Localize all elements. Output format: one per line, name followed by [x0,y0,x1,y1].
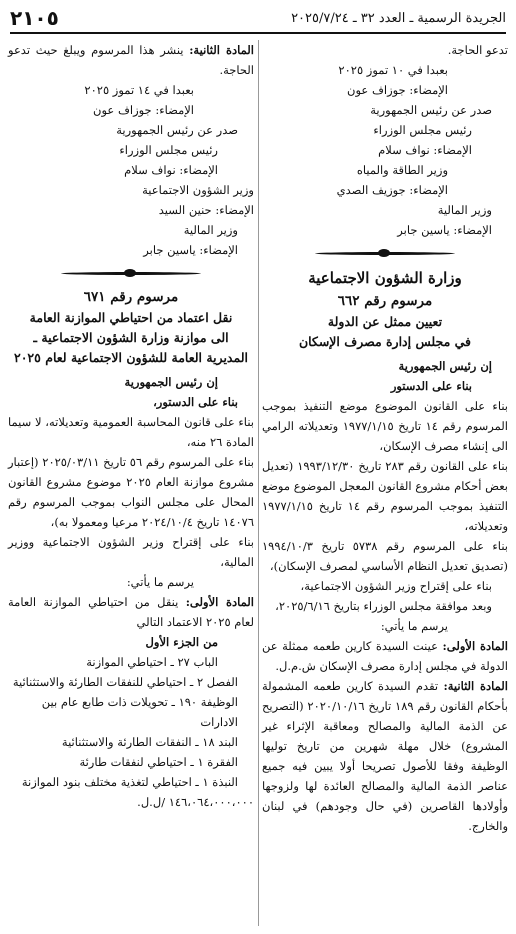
article-2-label: المادة الثانية: [443,679,508,693]
preamble-paragraph: بناء على إقتراح وزير الشؤون الاجتماعية ووزير المالية، [8,535,254,569]
preamble-paragraph: بناء على المرسوم رقم ٥٧٣٨ تاريخ ١٩٩٤/١٠/٣ (تصديق تعديل النظام الأساسي لمصرف الإسكان)، [262,539,508,573]
left-column [8,40,254,812]
left-article-1-label: المادة الأولى: [185,595,254,609]
preamble-paragraph: بناء على الدستور [390,379,472,393]
decree-number: مرسوم رقم ٦٧١ [83,289,179,305]
left-top-block [8,80,254,260]
signature-line: الإمضاء: نواف سلام [378,143,472,157]
decree-subject-line-1: تعيين ممثل عن الدولة [327,314,443,329]
signature-line: صدر عن رئيس الجمهورية [370,103,492,117]
article-1-text: عينت السيدة كارين طعمه ممثلة عن الدولة في مجلس إدارة مصرف الإسكان ش.م.ل. [262,639,508,673]
signature-line: الإمضاء: ياسين جابر [397,223,492,237]
budget-line: الباب ٢٧ ـ احتياطي الموازنة [86,655,218,669]
article-1 [262,636,508,676]
decree-number: مرسوم رقم ٦٦٢ [337,293,433,309]
preamble-paragraph: إن رئيس الجمهورية [124,375,218,389]
page-header [10,4,506,34]
budget-line: البند ١٨ ـ النفقات الطارئة والاستثنائية [61,735,238,749]
signature-line: الإمضاء: جوزاف عون [347,83,448,97]
right-top-block [262,40,508,240]
preamble-paragraph: يرسم ما يأتي: [380,619,448,633]
budget-line: الوظيفة ١٩٠ ـ تحويلات ذات طابع عام بين الادارات [41,695,238,729]
signature-line: الإمضاء: جوزيف الصدي [336,183,448,197]
section-separator [8,266,254,280]
budget-line: الفصل ٢ ـ احتياطي للنفقات الطارئة والاستثنائية [12,675,238,689]
signature-line: الإمضاء: حنين السيد [158,203,254,217]
article-2-text: تقدم السيدة كارين طعمه المشمولة بأحكام القانون رقم ١٨٩ تاريخ ٢٠٢٠/١٠/١٦ (التصريح عن الذمة المالية والمصالح ومعاقبة الإثراء غير المشروع) خلال مهلة شهرين من تاريخ توليها الوظيفة وفقا للأصول تصريحا أولا يبين فيه جميع عناصر الذمة المالية والمصالح العائدة لها ولزوجها وأولادها القاصرين (في حال وجودهم) في لبنان والخارج. [262,679,508,833]
budget-line: النبذة ١ ـ احتياطي لتغذية مختلف بنود الموازنة [21,775,238,789]
budget-line: الفقرة ١ ـ احتياطي لنفقات طارئة [79,755,238,769]
signature-line: وزير المالية [437,203,492,217]
signature-line: تدعو الحاجة. [447,43,508,57]
page-number: ٢١٠٥ [10,6,59,30]
preamble-paragraph: بناء على القانون الموضوع موضع التنفيذ بموجب المرسوم رقم ١٤ تاريخ ١٩٧٧/١/١٥ وتعديلاته الرامي الى إنشاء مصرف الإسكان، [262,399,508,453]
signature-line: الإمضاء: جوزاف عون [93,103,194,117]
preamble-paragraph: بناء على القانون رقم ٢٨٣ تاريخ ١٩٩٣/١٢/٣٠ (تعديل بعض أحكام مشروع القانون المعجل الموضوع موضع التنفيذ بموجب المرسوم رقم ١٤ تاريخ ١٩٧٧/١/١٥ وتعديلاته، [262,459,508,533]
left-article-1-text: ينقل من احتياطي الموازنة العامة لعام ٢٠٢٥ الاعتماد التالي [8,595,254,629]
column-divider [258,40,259,926]
left-body [8,372,254,592]
budget-line: ١٤٦،٠٦٤،٠٠٠،٠٠٠ /ل.ل. [137,795,254,809]
preamble-paragraph: بناء على الدستور، [153,395,238,409]
decree-subject-line-3: المديرية العامة للشؤون الاجتماعية لعام ٢٠٢٥ [14,350,248,365]
preamble-paragraph: بناء على إقتراح وزير الشؤون الاجتماعية، [300,579,492,593]
preamble-paragraph: وبعد موافقة مجلس الوزراء بتاريخ ٢٠٢٥/٦/١٦، [275,599,492,613]
signature-line: بعبدا في ١٠ تموز ٢٠٢٥ [338,63,448,77]
preamble-paragraph: بناء على قانون المحاسبة العمومية وتعديلاته، لا سيما المادة ٢٦ منه، [8,415,254,449]
signature-line: رئيس مجلس الوزراء [119,143,218,157]
left-article-2 [8,40,254,80]
signature-line: وزير الشؤون الاجتماعية [142,183,254,197]
article-2 [262,676,508,836]
left-article-2-label: المادة الثانية: [189,43,254,57]
left-article-2-text: ينشر هذا المرسوم ويبلغ حيث تدعو الحاجة. [8,43,254,77]
section-separator [262,246,508,260]
right-column [262,40,508,836]
decree-subject-line-1: نقل اعتماد من احتياطي الموازنة العامة [29,310,233,325]
signature-line: رئيس مجلس الوزراء [373,123,472,137]
ministry-heading: وزارة الشؤون الاجتماعية [308,269,462,287]
budget-items [8,632,254,812]
signature-line: الإمضاء: ياسين جابر [143,243,238,257]
signature-line: الإمضاء: نواف سلام [124,163,218,177]
left-article-1 [8,592,254,632]
signature-line: صدر عن رئيس الجمهورية [116,123,238,137]
budget-line: من الجزء الأول [145,635,218,649]
preamble-paragraph: بناء على المرسوم رقم ٥٦ تاريخ ٢٠٢٥/٠٣/١١ (إعتبار مشروع موازنة العام ٢٠٢٥ موضوع مشروع القانون المحال على مجلس النواب بموجب المرسوم رقم ١٤٠٧٦ تاريخ ٢٠٢٤/١٠/٤ مرعيا ومعمولا به)، [8,455,254,529]
decree-subject-line-2: الى موازنة وزارة الشؤون الاجتماعية ـ [33,330,229,345]
decree-subject-line-2: في مجلس إدارة مصرف الإسكان [298,334,472,349]
signature-line: وزير الطاقة والمياه [356,163,448,177]
preamble-paragraph: يرسم ما يأتي: [126,575,194,589]
article-1-label: المادة الأولى: [442,639,508,653]
signature-line: وزير المالية [183,223,238,237]
right-body [262,356,508,636]
gazette-title: الجريدة الرسمية ـ العدد ٣٢ ـ ٢٠٢٥/٧/٢٤ [291,10,506,26]
preamble-paragraph: إن رئيس الجمهورية [398,359,492,373]
signature-line: بعبدا في ١٤ تموز ٢٠٢٥ [84,83,194,97]
